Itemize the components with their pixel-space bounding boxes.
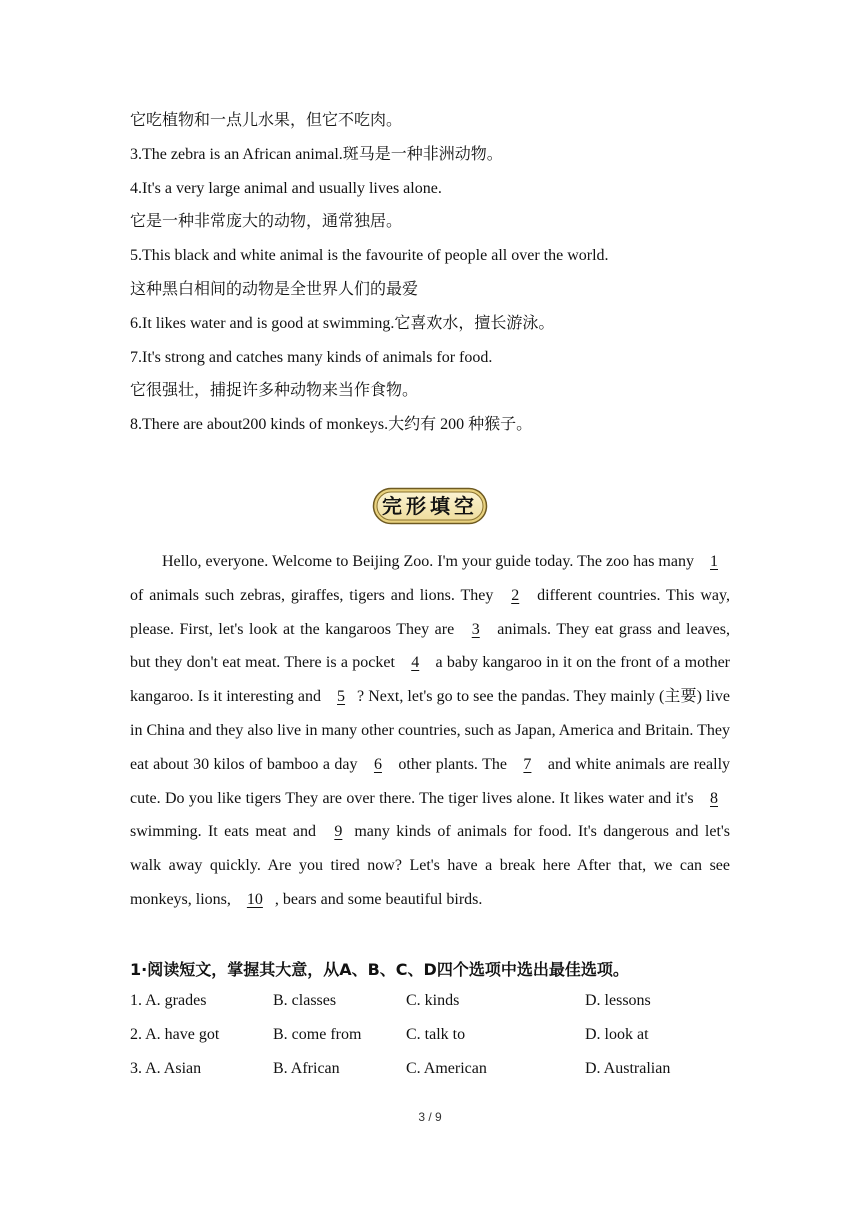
- option-text: B. come from: [273, 1026, 362, 1043]
- option-text: B. classes: [273, 992, 337, 1009]
- text-line: 8.There are about200 kinds of monkeys.大约有 200 种猴子。: [130, 416, 533, 433]
- blank-9: 9: [334, 823, 343, 841]
- section-badge: [372, 487, 488, 525]
- blank-4: 4: [411, 654, 420, 672]
- passage-text: other plants. The: [393, 755, 512, 773]
- passage-text: , bears and some beautiful birds.: [274, 890, 483, 908]
- passage-text: and white animals are really cute. Do you like tigers They are over there. The tiger lives alone. It likes water and it's: [130, 755, 731, 807]
- option-text: 1. A. grades: [130, 992, 207, 1009]
- text-line: 7.It's strong and catches many kinds of animals for food.: [130, 349, 493, 366]
- option-row: [130, 991, 730, 1011]
- blank-6: 6: [373, 755, 382, 773]
- passage-text: different countries. This way, please. First, let's look at the kangaroos They are: [130, 586, 730, 638]
- option-text: C. American: [406, 1060, 487, 1077]
- option-text: D. lessons: [585, 992, 651, 1009]
- option-text: C. talk to: [406, 1026, 466, 1043]
- passage-text: swimming. It eats meat and: [130, 823, 323, 841]
- passage-text: ? Next, let's go to see the pandas. They mainly (主要) live in China and they also live in many other countries, such as Japan, America and Britain. They eat about 30 kilos of bamboo a day: [130, 688, 730, 773]
- text-line: 6.It likes water and is good at swimming.它喜欢水，擅长游泳。: [130, 315, 555, 332]
- option-row: [130, 1059, 730, 1079]
- passage-text: a baby kangaroo in it on the front of a mother kangaroo. Is it interesting and: [130, 654, 731, 706]
- blank-2: 2: [511, 586, 520, 604]
- passage-text: many kinds of animals for food. It's dangerous and let's walk away quickly. Are you tired now? Let's have a break here After that, we can see monkeys, lions,: [130, 823, 731, 908]
- passage-text: of animals such zebras, giraffes, tigers and lions. They: [130, 586, 500, 604]
- option-text: C. kinds: [406, 992, 460, 1009]
- passage-text: animals. They eat grass and leaves, but they don't eat meat. There is a pocket: [130, 620, 730, 672]
- option-text: D. Australian: [585, 1060, 671, 1077]
- blank-5: 5: [337, 688, 346, 706]
- option-row: [130, 1025, 730, 1045]
- section-badge-label: 完形填空: [382, 494, 478, 518]
- text-line: 这种黑白相间的动物是全世界人们的最爱: [130, 281, 419, 298]
- page-number: 3 / 9: [418, 1110, 442, 1124]
- text-line: 3.The zebra is an African animal.斑马是一种非洲动物。: [130, 146, 503, 163]
- text-line: 5.This black and white animal is the favourite of people all over the world.: [130, 247, 609, 264]
- passage-text: Hello, everyone. Welcome to Beijing Zoo. I'm your guide today. The zoo has many: [162, 553, 698, 570]
- blank-3: 3: [471, 620, 480, 638]
- option-text: 3. A. Asian: [130, 1060, 202, 1077]
- blank-10: 10: [246, 890, 263, 908]
- blank-1: 1: [710, 553, 718, 570]
- blank-7: 7: [523, 755, 532, 773]
- text-line: 它吃植物和一点儿水果，但它不吃肉。: [130, 112, 403, 129]
- option-text: 2. A. have got: [130, 1026, 220, 1043]
- question-instruction: 1·阅读短文，掌握其大意，从A、B、C、D四个选项中选出最佳选项。: [130, 960, 629, 979]
- text-line: 它很强壮，捕捉许多种动物来当作食物。: [130, 382, 419, 399]
- cloze-passage: [130, 545, 730, 917]
- option-text: B. African: [273, 1060, 340, 1077]
- text-line: 4.It's a very large animal and usually lives alone.: [130, 180, 442, 197]
- blank-8: 8: [710, 789, 718, 807]
- option-text: D. look at: [585, 1026, 649, 1043]
- text-line: 它是一种非常庞大的动物，通常独居。: [130, 213, 403, 230]
